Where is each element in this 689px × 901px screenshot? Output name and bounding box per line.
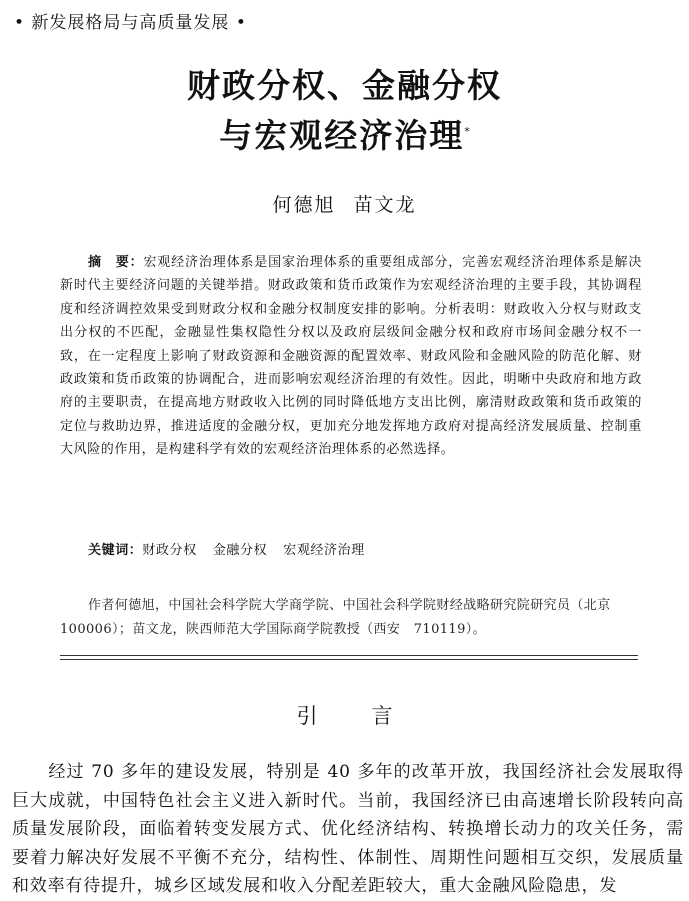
title-line-1-text: 财政分权、金融分权 [187, 66, 502, 105]
divider-rule [60, 655, 638, 656]
abstract-text: 宏观经济治理体系是国家治理体系的重要组成部分，完善宏观经济治理体系是解决新时代主要经济问题的关键举措。财政政策和货币政策作为宏观经济治理的主要手段，其协调程度和经济调控效果受到财政分权和金融分权制度安排的影响。分析表明：财政收入分权与财政支出分权的不匹配，金融显性集权隐性分权以及政府层级间金融分权和政府市场间金融分权不一致，在一定程度上影响了财政资源和金融资源的配置效率、财政风险和金融风险的防范化解、财政政策和货币政策的协调配合，进而影响宏观经济治理的有效性。因此，明晰中央政府和地方政府的主要职责，在提高地方财政收入比例的同时降低地方支出比例，廓清财政政策和货币政策的定位与救助边界，推进适度的金融分权，更加充分地发挥地方政府对提高经济发展质量、控制重大风险的作用，是构建科学有效的宏观经济治理体系的必然选择。 [60, 255, 642, 458]
author-name: 何德旭 [272, 194, 336, 216]
body-paragraph [12, 758, 684, 901]
keyword: 财政分权 [142, 543, 197, 558]
section-heading [0, 700, 689, 730]
keyword: 金融分权 [212, 543, 268, 558]
keywords-label: 关键词： [88, 543, 143, 558]
author-line [0, 190, 689, 217]
section-tag: • 新发展格局与高质量发展 • [14, 13, 247, 33]
abstract [60, 251, 642, 462]
keyword: 宏观经济治理 [283, 543, 365, 558]
article-title-line-1 [0, 60, 689, 107]
title-line-2-text: 与宏观经济治理 [219, 116, 465, 155]
author-affiliation-text: 作者何德旭，中国社会科学院大学商学院、中国社会科学院财经战略研究院研究员（北京 100006）；苗文龙，陕西师范大学国际商学院教授（西安 710119）。 [60, 598, 625, 637]
title-footnote-mark[interactable]: * [464, 125, 470, 138]
keywords [88, 539, 381, 558]
abstract-label: 摘 要： [88, 255, 144, 270]
author-affiliation-note [60, 594, 642, 642]
body-paragraph-text: 经过 70 多年的建设发展，特别是 40 多年的改革开放，我国经济社会发展取得巨大成就，中国特色社会主义进入新时代。当前，我国经济已由高速增长阶段转向高质量发展阶段，面临着转变发展方式、优化经济结构、转换增长动力的攻关任务，需要着力解决好发展不平衡不充分，结构性、体制性、周期性问题相互交织，发展质量和效率有待提升，城乡区域发展和收入分配差距较大，重大金融风险隐患，发 [12, 762, 684, 896]
author-name: 苗文龙 [353, 194, 417, 216]
article-title-line-2 [0, 110, 689, 157]
section-heading-char: 引 [296, 704, 318, 728]
divider-rule [60, 659, 638, 660]
section-heading-char: 言 [371, 704, 393, 728]
